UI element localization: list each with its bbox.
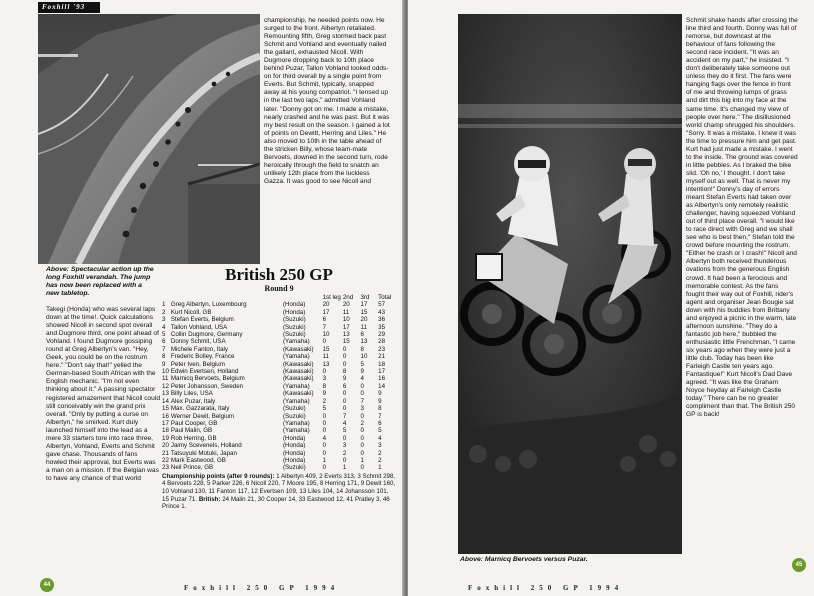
results-row (162, 375, 396, 382)
results-cell-total: 18 (378, 360, 386, 368)
results-row (162, 324, 396, 331)
results-cell-leg3: 10 (360, 353, 368, 361)
results-cell-leg1: 13 (322, 360, 330, 368)
championship-label: Championship points (after 9 rounds): (162, 472, 275, 480)
results-col-header: 1st leg (322, 294, 341, 301)
results-cell-rider: Billy Liles, USA (170, 390, 213, 398)
results-cell-leg3: 0 (360, 442, 364, 450)
results-cell-leg1: 0 (322, 449, 327, 457)
results-cell-total: 2 (378, 449, 382, 457)
results-cell-leg1: 0 (322, 464, 327, 472)
results-cell-make: (Honda) (282, 442, 306, 450)
results-cell-leg2: 0 (342, 360, 347, 368)
results-cell-leg1: 4 (322, 434, 327, 442)
results-cell-position: 23 (162, 464, 169, 472)
page-number-left: 44 (40, 578, 54, 592)
results-cell-make: (Kawasaki) (282, 345, 314, 353)
results-cell-position: 13 (162, 390, 169, 398)
results-cell-leg2: 0 (342, 397, 347, 405)
results-cell-position: 12 (162, 382, 169, 390)
results-cell-make: (Honda) (282, 456, 306, 464)
results-row (162, 427, 396, 434)
results-cell-leg2: 7 (342, 412, 347, 420)
results-row (162, 405, 396, 412)
results-cell-leg2: 17 (342, 323, 350, 331)
results-cell-leg2: 2 (342, 449, 347, 457)
results-cell-make: (Suzuki) (282, 316, 306, 324)
results-cell-position: 21 (162, 449, 169, 457)
results-title: British 250 GP (225, 265, 333, 284)
results-cell-leg2: 0 (342, 405, 347, 413)
left-column-1-text (46, 306, 160, 538)
results-col-header: Total (378, 294, 392, 301)
results-cell-leg3: 9 (360, 368, 364, 376)
results-row (162, 301, 396, 308)
results-row (162, 316, 396, 323)
results-cell-rider: Paul Cooper, GB (170, 419, 218, 427)
results-col-header: 3rd (360, 294, 370, 301)
left-page (0, 0, 404, 596)
results-cell-leg1: 0 (322, 338, 327, 346)
results-cell-make: (Yamaha) (282, 419, 310, 427)
results-row (162, 390, 396, 397)
results-cell-make: (Kawasaki) (282, 368, 314, 376)
results-cell-total: 36 (378, 316, 386, 324)
results-cell-rider: Mark Eastwood, GB (170, 456, 226, 464)
verandah-jump-photo-graphic (38, 14, 260, 264)
results-cell-rider: Kurt Nicoll, GB (170, 308, 212, 316)
results-row (162, 398, 396, 405)
results-cell-position: 8 (162, 353, 166, 361)
results-cell-leg2: 0 (342, 353, 347, 361)
results-cell-leg2: 3 (342, 442, 347, 450)
results-cell-leg1: 2 (322, 397, 327, 405)
results-cell-leg3: 0 (360, 390, 364, 398)
results-cell-position: 11 (162, 375, 169, 383)
british-standings: 24 Malin 21, 30 Cooper 14, 33 Eastwood 12, 41 Pratley 3, 46 Prince 1. (162, 495, 390, 511)
results-cell-leg2: 15 (342, 338, 350, 346)
results-cell-total: 9 (378, 390, 382, 398)
results-cell-leg1: 9 (322, 390, 327, 398)
results-cell-position: 15 (162, 405, 169, 413)
results-cell-leg1: 0 (322, 442, 327, 450)
results-cell-rider: Peter Iven, Belgium (170, 360, 225, 368)
results-cell-leg1: 0 (322, 419, 327, 427)
header-tag: Foxhill '93 (38, 2, 100, 13)
results-row (162, 353, 396, 360)
results-cell-rider: Werner Dewit, Belgium (170, 412, 235, 420)
results-cell-leg3: 3 (360, 405, 364, 413)
results-cell-leg2: 0 (342, 345, 347, 353)
results-cell-rider: Edwin Evertsen, Holland (170, 368, 239, 376)
results-cell-make: (Suzuki) (282, 331, 306, 339)
results-cell-position: 22 (162, 456, 169, 464)
results-cell-total: 9 (378, 397, 382, 405)
results-cell-make: (Suzuki) (282, 412, 306, 420)
results-cell-leg3: 7 (360, 397, 364, 405)
results-cell-rider: Marnicq Bervoets, Belgium (170, 375, 245, 383)
results-row (162, 413, 396, 420)
results-cell-leg1: 0 (322, 368, 327, 376)
results-cell-make: (Honda) (282, 308, 306, 316)
results-cell-make: (Kawasaki) (282, 360, 314, 368)
results-cell-total: 7 (378, 412, 382, 420)
results-cell-position: 14 (162, 397, 169, 405)
results-cell-total: 28 (378, 338, 386, 346)
results-cell-position: 9 (162, 360, 166, 368)
results-cell-total: 57 (378, 301, 386, 309)
footer-right: Foxhill 250 GP 1994 (468, 584, 624, 592)
results-cell-position: 2 (162, 308, 166, 316)
results-box (162, 266, 396, 540)
results-cell-position: 4 (162, 323, 166, 331)
results-cell-leg1: 5 (322, 405, 327, 413)
results-row (162, 457, 396, 464)
results-cell-total: 35 (378, 323, 386, 331)
results-cell-total: 14 (378, 382, 386, 390)
results-cell-leg2: 8 (342, 368, 347, 376)
results-cell-rider: Tatsuyuki Motuki, Japan (170, 449, 237, 457)
results-cell-total: 21 (378, 353, 386, 361)
results-cell-leg1: 15 (322, 345, 330, 353)
results-cell-total: 3 (378, 442, 382, 450)
results-cell-rider: Paul Malin, GB (170, 427, 213, 435)
results-cell-total: 5 (378, 427, 382, 435)
results-cell-position: 20 (162, 442, 169, 450)
bervoets-puzar-photo-graphic (458, 14, 682, 554)
results-cell-position: 18 (162, 427, 169, 435)
results-cell-leg3: 4 (360, 375, 364, 383)
results-row (162, 346, 396, 353)
results-cell-leg2: 5 (342, 427, 347, 435)
results-row (162, 383, 396, 390)
championship-points (162, 473, 396, 511)
results-cell-make: (Yamaha) (282, 397, 310, 405)
results-cell-leg3: 0 (360, 382, 364, 390)
results-cell-leg3: 6 (360, 331, 364, 339)
results-cell-leg3: 0 (360, 464, 364, 472)
results-round: Round 9 (264, 284, 294, 293)
results-row (162, 435, 396, 442)
results-cell-make: (Yamaha) (282, 427, 310, 435)
results-cell-rider: Alex Puzar, Italy (170, 397, 216, 405)
results-cell-leg3: 2 (360, 419, 364, 427)
results-cell-leg1: 20 (322, 301, 330, 309)
results-row (162, 338, 396, 345)
results-cell-leg1: 3 (322, 375, 327, 383)
results-cell-rider: Michele Fanton, Italy (170, 345, 228, 353)
results-cell-leg1: 7 (322, 323, 327, 331)
results-cell-leg3: 0 (360, 427, 364, 435)
results-cell-rider: Rob Herring, GB (170, 434, 217, 442)
results-cell-leg2: 9 (342, 375, 347, 383)
results-cell-rider: Peter Johansson, Sweden (170, 382, 244, 390)
results-cell-make: (Kawasaki) (282, 375, 314, 383)
results-cell-leg3: 11 (360, 323, 367, 331)
results-cell-leg3: 5 (360, 360, 364, 368)
results-cell-leg3: 20 (360, 316, 368, 324)
results-cell-position: 16 (162, 412, 169, 420)
bervoets-puzar-photo (458, 14, 682, 554)
page-number-right: 45 (792, 558, 806, 572)
results-row (162, 442, 396, 449)
results-cell-leg2: 10 (342, 316, 350, 324)
results-cell-make: (Yamaha) (282, 382, 310, 390)
results-cell-rider: Donny Schmit, USA (170, 338, 226, 346)
results-cell-leg3: 15 (360, 308, 368, 316)
results-cell-leg2: 13 (342, 331, 350, 339)
left-column-1-paragraph: Takegi (Honda) who was several laps down at the time!. Quick calculations showed Nicoll in second spot overall and Dugmore third, one point ahead of Vohland. I found Dugmore gossiping round at Greg Albertyn's van. "Hey, Geek, you could be on the rostrum here." "Don't say that!" yelled the German-based South African with the English mechanic. "I'm not even thinking about it." A passing spectator registered amazement that Nicoll could still conceivably win the grand prix overall. "Only by putting a curse on Albertyn," he smirked. Kurt duly launched himself into the lead as a mere 33 starters tore into race three, Albertyn, Vohland, Everts and Schmit gave chase. Thousands of fans howled their approval, but Everts was a man on a mission. If the Belgian was to have any chance of that world (46, 306, 160, 482)
results-row (162, 450, 396, 457)
results-cell-make: (Kawasaki) (282, 390, 314, 398)
results-row (162, 331, 396, 338)
results-row (162, 368, 396, 375)
results-cell-total: 4 (378, 434, 382, 442)
results-cell-leg2: 0 (342, 390, 347, 398)
results-cell-leg2: 4 (342, 419, 347, 427)
results-cell-leg1: 8 (322, 382, 327, 390)
championship-standings: 1 Albertyn 409, 2 Everts 313, 3 Schmit 298, 4 Bervoets 228, 5 Parker 226, 6 Nicoll 220, 7 Moore 195, 8 Herring 171, 9 Dewit 160, 10 Vohland 130, 11 Fanton 117, 12 Evertsen 109, 13 Liles 104, 14 Johansson 101, 15 Puzar 71. (162, 472, 396, 503)
results-cell-leg1: 6 (322, 316, 327, 324)
results-row (162, 420, 396, 427)
left-column-2-paragraph: championship, he needed points now. He surged to the front. Albertyn retaliated. Remounting fifth, Greg stormed back past Schmit and Vohland and eventually nailed the gallant, exhausted Nicoll. With Dugmore dropping back to 10th place behind Puzar, Tallon Vohland looked odds-on for third overall by a single point from Everts. But Schmit, typically, snapped away at his young compatriot. "I tensed up in the last two laps," admitted Vohland later. "Donny got on me. I made a mistake, nearly crashed and he was past. But it was my best result on the season. I gained a lot of points on Dewitt, Herring and Liles." He also moved to 10th in the table ahead of the stricken Billy, whose team-mate Bervoets, downed in the second turn, rode heroically through the field to snatch an unlikely 12th place from the luckless Gazza. It was good to see Nicoll and (264, 17, 390, 185)
results-cell-position: 6 (162, 338, 166, 346)
results-cell-position: 10 (162, 368, 169, 376)
bervoets-photo-caption: Above: Marnicq Bervoets versus Puzar. (460, 556, 588, 563)
results-cell-make: (Honda) (282, 301, 306, 309)
results-cell-leg1: 1 (322, 456, 327, 464)
results-cell-position: 19 (162, 434, 169, 442)
right-column-paragraph: Schmit shake hands after crossing the line third and fourth. Donny was full of remorse, but downcast at the behaviour of fans following the second race incident. "It was an accident on my part," he insisted. "I don't deliberately take someone out unless they do it first. The fans were hanging flags over the fence in front of me and throwing lumps of grass and dirt this big into my face at the same time. It's changed my view of people over here." The disillusioned world champ shrugged his shoulders. "Sorry. It was a mistake. I knew it was the time to pressure him and get past. Kurt had just made a mistake. I went to the inside. The ground was covered in little pebbles. As I braked the bike slid. 'Oh no,' I thought. I don't take myself out as well. That is never my intention!" Donny's day of errors meant Stefan Everts had taken over as Albertyn's only remotely realistic challenger, having squeezed Vohland out of third place overall. "I would like to race direct with Greg and we shall see who is best then," Stefan told the crowd before mounting the rostrum. "Either he crash or I crash!" Nicoll and Albertyn both received thunderous ovations from the generous English crowd. It had been a ferocious and memorable contest. As the fans fought their way out of Foxhill, rider's agent and organiser Jean Bougie sat down with his buddies from Brittany and enjoyed a picnic in the warm, late afternoon sunshine. "They do a fantastic job here," bubbled the enthusiastic little Frenchman. "I came six years ago when they were just a little club. Today has been like Farleigh Castle ten years ago. Fantastique!" Kurt Nicoll's Dad Dave agreed. "It was like the Graham Noyce heyday at Farleigh Castle today." There can be no greater compliment than that. The British 250 GP is back! (686, 17, 798, 419)
results-cell-make: (Suzuki) (282, 323, 306, 331)
results-cell-position: 7 (162, 345, 166, 353)
results-cell-leg2: 11 (342, 308, 350, 316)
results-row (162, 464, 396, 471)
results-cell-rider: Tallon Vohland, USA (170, 323, 228, 331)
results-row (162, 361, 396, 368)
results-cell-total: 23 (378, 345, 386, 353)
left-column-2-text (264, 17, 390, 265)
results-cell-rider: Collin Dugmore, Germany (170, 331, 243, 339)
results-cell-leg1: 11 (322, 353, 330, 361)
results-col-header: 2nd (342, 294, 354, 301)
results-cell-make: (Honda) (282, 449, 306, 457)
results-table (162, 294, 396, 472)
results-cell-position: 5 (162, 331, 166, 339)
british-label: British: (198, 495, 221, 503)
results-cell-total: 2 (378, 456, 382, 464)
results-row (162, 309, 396, 316)
results-cell-total: 17 (378, 368, 386, 376)
results-cell-total: 16 (378, 375, 386, 383)
results-cell-rider: Stefan Everts, Belgium (170, 316, 234, 324)
results-cell-leg2: 20 (342, 301, 350, 309)
right-page (408, 0, 814, 596)
results-cell-total: 29 (378, 331, 386, 339)
results-cell-leg1: 10 (322, 331, 330, 339)
footer-left: Foxhill 250 GP 1994 (184, 584, 340, 592)
results-cell-leg1: 0 (322, 412, 327, 420)
results-cell-rider: Neil Prince, GB (170, 464, 214, 472)
results-cell-make: (Suzuki) (282, 405, 306, 413)
results-cell-make: (Honda) (282, 434, 306, 442)
results-cell-make: (Yamaha) (282, 353, 310, 361)
results-cell-total: 6 (378, 419, 382, 427)
verandah-photo-caption: Above: Spectacular action up the long Foxhill verandah. The jump has now been replaced with a new tabletop. (46, 266, 154, 297)
results-cell-rider: Jaimy Scevenels, Holland (170, 442, 242, 450)
results-cell-total: 1 (378, 464, 382, 472)
results-cell-position: 3 (162, 316, 166, 324)
right-column-text (686, 17, 798, 562)
results-cell-make: (Suzuki) (282, 464, 306, 472)
results-cell-leg2: 0 (342, 456, 347, 464)
results-cell-leg2: 0 (342, 434, 347, 442)
results-cell-leg3: 0 (360, 449, 364, 457)
results-cell-make: (Yamaha) (282, 338, 310, 346)
results-header-row (162, 294, 396, 301)
results-cell-position: 1 (162, 301, 166, 309)
results-cell-leg3: 17 (360, 301, 368, 309)
results-cell-leg1: 0 (322, 427, 327, 435)
results-cell-leg3: 0 (360, 434, 364, 442)
results-cell-leg3: 1 (360, 456, 364, 464)
results-cell-rider: Frederic Bolley, France (170, 353, 235, 361)
results-cell-rider: Max. Gazzarata, Italy (170, 405, 230, 413)
results-cell-position: 17 (162, 419, 169, 427)
results-cell-leg2: 1 (342, 464, 347, 472)
results-cell-leg1: 17 (322, 308, 330, 316)
results-cell-rider: Greg Albertyn, Luxembourg (170, 301, 247, 309)
results-cell-leg3: 13 (360, 338, 368, 346)
results-cell-total: 8 (378, 405, 382, 413)
verandah-jump-photo (38, 14, 260, 264)
results-cell-leg2: 6 (342, 382, 347, 390)
results-cell-total: 43 (378, 308, 386, 316)
results-cell-leg3: 8 (360, 345, 364, 353)
results-cell-leg3: 0 (360, 412, 364, 420)
